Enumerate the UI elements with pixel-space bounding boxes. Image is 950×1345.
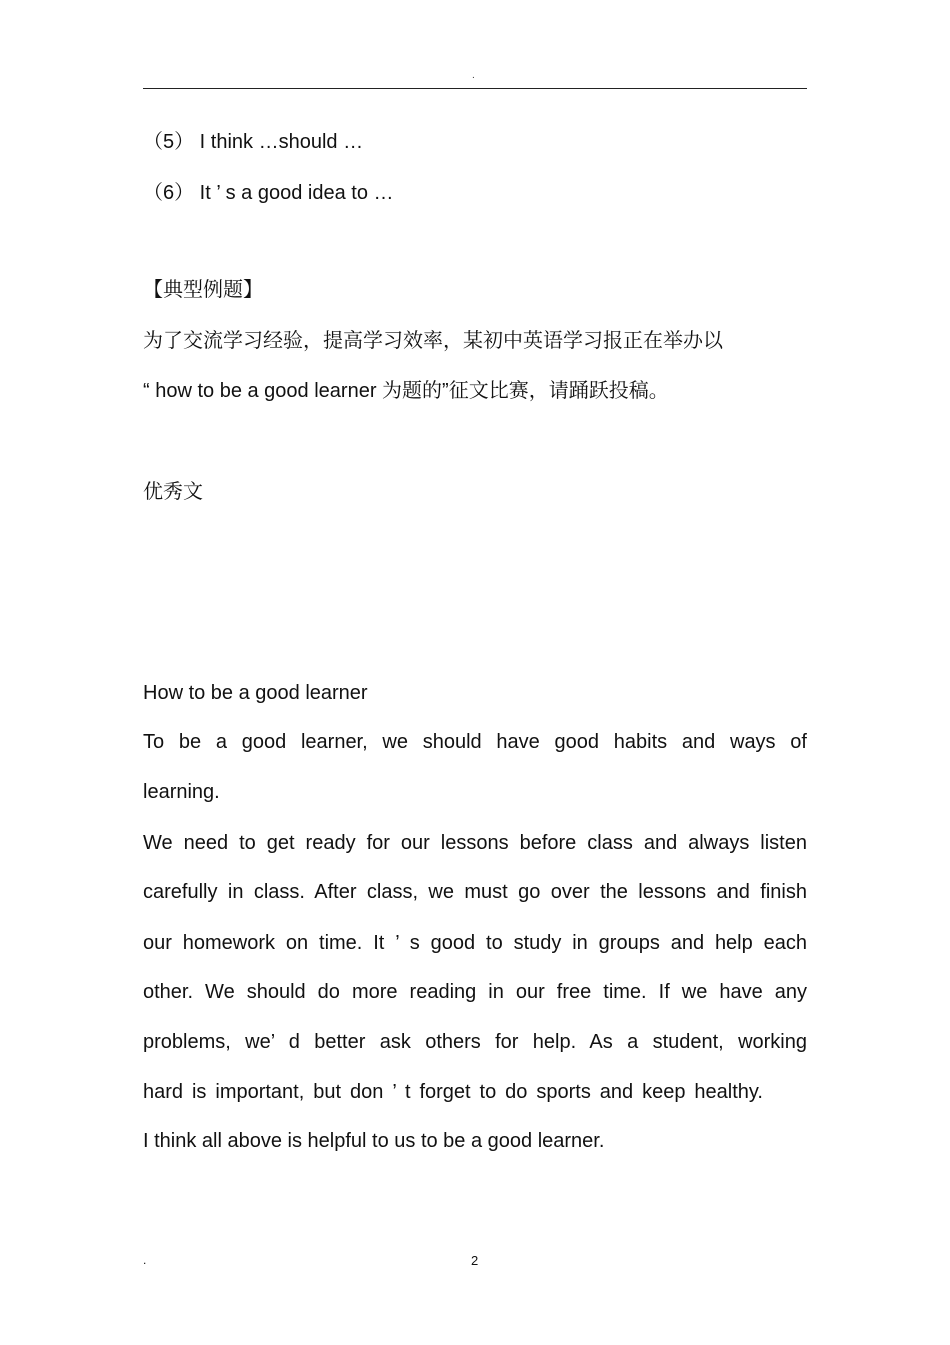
structure-item-5: （5） I think …should … — [143, 131, 364, 153]
essay-line-3: We need to get ready for our lessons before class and always listen — [143, 832, 807, 854]
essay-line-5: our homework on time. It ’ s good to study in groups and help each — [143, 932, 807, 954]
sample-heading: 优秀文 — [143, 481, 203, 503]
essay-line-6: other. We should do more reading in our free time. If we have any — [143, 981, 807, 1003]
essay-line-8: hard is important, but don ’ t forget to do sports and keep healthy. — [143, 1081, 763, 1103]
essay-line-2: learning. — [143, 781, 220, 803]
essay-line-1: To be a good learner, we should have good habits and ways of — [143, 731, 807, 753]
footer-dot: . — [143, 1253, 147, 1267]
example-heading: 【典型例题】 — [143, 279, 263, 301]
essay-line-4: carefully in class. After class, we must go over the lessons and finish — [143, 881, 807, 903]
structure-item-6: （6） It ’ s a good idea to … — [143, 182, 394, 204]
essay-line-9: I think all above is helpful to us to be a good learner. — [143, 1130, 605, 1152]
header-dot: . — [472, 70, 475, 81]
essay-line-7: problems, we’ d better ask others for help. As a student, working — [143, 1031, 807, 1053]
example-prompt-line-2: “ how to be a good learner 为题的”征文比赛，请踊跃投稿。 — [143, 380, 669, 402]
essay-title: How to be a good learner — [143, 682, 368, 704]
header-rule — [143, 88, 807, 89]
page-number: 2 — [471, 1253, 479, 1268]
example-prompt-line-1: 为了交流学习经验，提高学习效率，某初中英语学习报正在举办以 — [143, 330, 723, 352]
